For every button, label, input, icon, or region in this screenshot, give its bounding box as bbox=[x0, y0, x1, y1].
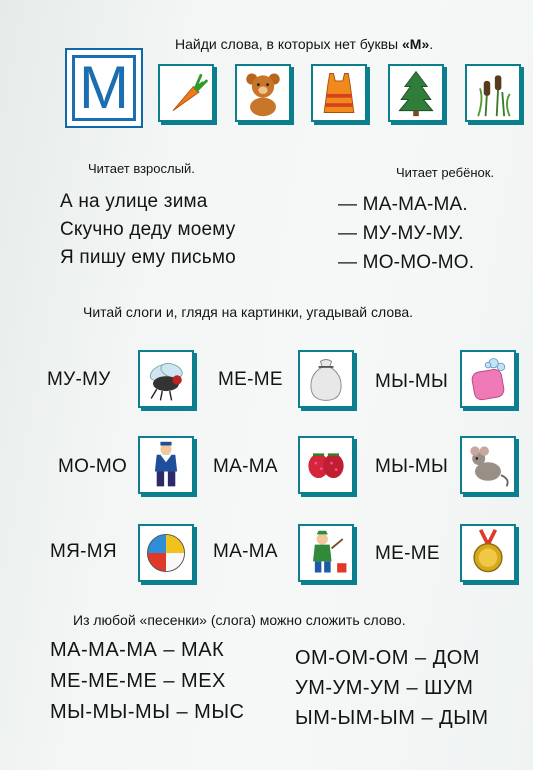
syllable-label: МО-МО bbox=[58, 456, 128, 477]
syllable-label: МЕ-МЕ bbox=[375, 543, 440, 564]
syllable-label: МА-МА bbox=[213, 456, 278, 477]
word-line: МЫ-МЫ-МЫ – МЫС bbox=[50, 701, 245, 723]
syllable-label: МЯ-МЯ bbox=[50, 541, 117, 562]
word-line: МА-МА-МА – МАК bbox=[50, 639, 225, 661]
sack-icon bbox=[298, 350, 354, 408]
task2-instruction: Читай слоги и, глядя на картинки, угадывай слова. bbox=[83, 304, 414, 320]
carrot-icon bbox=[158, 64, 214, 122]
task1-instruction-end: . bbox=[429, 36, 434, 52]
task1-letter: «М» bbox=[402, 36, 430, 52]
syllable-label: МА-МА bbox=[213, 541, 278, 562]
word-line: ОМ-ОМ-ОМ – ДОМ bbox=[295, 647, 480, 669]
verse-child-line: — МА-МА-МА. bbox=[338, 194, 468, 215]
fir-tree-icon bbox=[388, 64, 444, 122]
verse-adult-line: Скучно деду моему bbox=[60, 219, 236, 240]
task3-instruction: Из любой «песенки» (слога) можно сложить слово. bbox=[73, 612, 406, 628]
syllable-label: МЫ-МЫ bbox=[375, 456, 449, 477]
verse-child-line: — МУ-МУ-МУ. bbox=[338, 223, 464, 244]
teddy-bear-icon bbox=[235, 64, 291, 122]
syllable-label: МЫ-МЫ bbox=[375, 371, 449, 392]
adult-label: Читает взрослый. bbox=[88, 161, 195, 176]
cattail-icon bbox=[465, 64, 521, 122]
fly-icon bbox=[138, 350, 194, 408]
child-label: Читает ребёнок. bbox=[396, 165, 495, 180]
verse-adult-line: А на улице зима bbox=[60, 191, 208, 212]
medal-icon bbox=[460, 524, 516, 582]
ball-icon bbox=[138, 524, 194, 582]
syllable-label: МЕ-МЕ bbox=[218, 369, 283, 390]
task1-instruction bbox=[175, 36, 433, 52]
word-line: УМ-УМ-УМ – ШУМ bbox=[295, 677, 474, 699]
letter-card bbox=[65, 48, 143, 128]
word-line: МЕ-МЕ-МЕ – МЕХ bbox=[50, 670, 226, 692]
soap-icon bbox=[460, 350, 516, 408]
sailor-icon bbox=[138, 436, 194, 494]
task1-instruction-text: Найди слова, в которых нет буквы bbox=[175, 36, 403, 52]
syllable-label: МУ-МУ bbox=[47, 369, 111, 390]
verse-child-line: — МО-МО-МО. bbox=[338, 252, 475, 273]
raspberry-icon bbox=[298, 436, 354, 494]
letter-glyph: М bbox=[72, 55, 136, 121]
mouse-icon bbox=[460, 436, 516, 494]
tank-top-icon bbox=[311, 64, 367, 122]
verse-adult-line: Я пишу ему письмо bbox=[60, 247, 236, 268]
word-line: ЫМ-ЫМ-ЫМ – ДЫМ bbox=[295, 707, 489, 729]
painter-icon bbox=[298, 524, 354, 582]
